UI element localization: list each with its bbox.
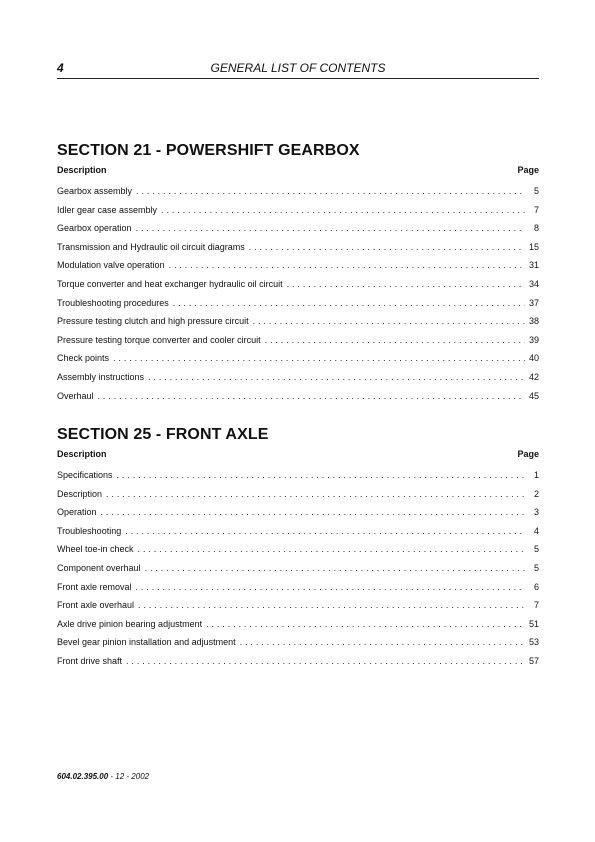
dot-leader [125, 525, 525, 537]
toc-entry-label: Troubleshooting procedures [57, 297, 169, 308]
dot-leader [136, 185, 525, 197]
toc-entry-label: Modulation valve operation [57, 260, 165, 271]
toc-entry-page: 38 [528, 316, 539, 327]
toc-entry-page: 31 [528, 260, 539, 271]
dot-leader [206, 618, 525, 630]
toc-entry[interactable] [57, 543, 539, 562]
dot-leader [173, 297, 525, 309]
toc-list [57, 185, 539, 408]
toc-entry-page: 5 [533, 186, 539, 196]
toc-entry-page: 6 [533, 581, 539, 592]
description-column-header: Description [57, 165, 107, 175]
dot-leader [138, 543, 525, 555]
toc-entry-label: Overhaul [57, 390, 94, 401]
toc-entry-page: 1 [533, 470, 539, 480]
header-title: GENERAL LIST OF CONTENTS [210, 61, 386, 75]
toc-entry[interactable] [57, 655, 539, 674]
toc-entry-label: Front drive shaft [57, 655, 123, 666]
page-column-header: Page [517, 449, 539, 459]
toc-entry-page: 5 [533, 562, 539, 573]
page-header [57, 60, 539, 79]
toc-entry[interactable] [57, 259, 539, 278]
dot-leader [98, 390, 525, 402]
toc-entry[interactable] [57, 469, 539, 488]
dot-leader [126, 655, 525, 667]
document-code: 604.02.395.00 [57, 772, 109, 781]
toc-entry[interactable] [57, 506, 539, 525]
toc-entry-label: Gearbox assembly [57, 186, 133, 196]
toc-entry-label: Transmission and Hydraulic oil circuit diagrams [57, 241, 245, 252]
toc-entry[interactable] [57, 241, 539, 260]
dot-leader [101, 506, 525, 518]
toc-entry-page: 8 [533, 223, 539, 234]
dot-leader [148, 371, 525, 383]
section-title: SECTION 25 - FRONT AXLE [57, 426, 269, 443]
toc-entry-page: 53 [528, 637, 539, 648]
toc-entry-page: 40 [528, 353, 539, 364]
dot-leader [136, 581, 525, 593]
toc-entry-page: 57 [528, 655, 539, 666]
toc-entry-label: Front axle removal [57, 581, 132, 592]
document-date: - 12 - 2002 [108, 772, 150, 781]
page-number: 4 [57, 61, 64, 75]
toc-entry-label: Description [57, 488, 103, 499]
dot-leader [136, 222, 525, 234]
toc-entry[interactable] [57, 352, 539, 371]
toc-entry-label: Component overhaul [57, 562, 141, 573]
toc-entry-label: Check points [57, 353, 110, 364]
dot-leader [169, 259, 525, 271]
toc-entry-label: Specifications [57, 470, 113, 480]
toc-entry-page: 42 [528, 371, 539, 382]
column-headers [57, 165, 539, 179]
toc-entry[interactable] [57, 618, 539, 637]
dot-leader [113, 352, 525, 364]
section-25 [57, 424, 539, 674]
page-column-header: Page [517, 165, 539, 175]
toc-entry-page: 51 [528, 618, 539, 629]
dot-leader [287, 278, 525, 290]
toc-entry-label: Pressure testing clutch and high pressure circuit [57, 316, 249, 327]
toc-entry[interactable] [57, 371, 539, 390]
toc-entry[interactable] [57, 599, 539, 618]
toc-entry[interactable] [57, 315, 539, 334]
toc-entry[interactable] [57, 488, 539, 507]
page-footer [57, 772, 149, 781]
toc-entry[interactable] [57, 390, 539, 409]
toc-entry-label: Assembly instructions [57, 371, 145, 382]
toc-entry-label: Operation [57, 507, 97, 518]
toc-entry-page: 15 [528, 241, 539, 252]
toc-entry[interactable] [57, 185, 539, 204]
toc-entry[interactable] [57, 222, 539, 241]
toc-entry-page: 2 [533, 488, 539, 499]
toc-list [57, 469, 539, 674]
toc-entry-label: Front axle overhaul [57, 600, 135, 611]
toc-entry[interactable] [57, 581, 539, 600]
toc-entry-page: 7 [533, 600, 539, 611]
dot-leader [253, 315, 525, 327]
toc-entry-page: 45 [528, 390, 539, 401]
toc-entry[interactable] [57, 204, 539, 223]
toc-entry-label: Pressure testing torque converter and cooler circuit [57, 334, 261, 345]
description-column-header: Description [57, 449, 107, 459]
toc-entry-page: 7 [533, 204, 539, 215]
toc-entry[interactable] [57, 562, 539, 581]
toc-entry-label: Troubleshooting [57, 525, 122, 536]
toc-entry[interactable] [57, 636, 539, 655]
toc-entry-page: 37 [528, 297, 539, 308]
toc-entry-label: Idler gear case assembly [57, 204, 158, 215]
dot-leader [138, 599, 525, 611]
toc-entry-label: Bevel gear pinion installation and adjustment [57, 637, 236, 648]
toc-entry[interactable] [57, 278, 539, 297]
toc-entry-page: 34 [528, 278, 539, 289]
column-headers [57, 449, 539, 463]
toc-entry-label: Torque converter and heat exchanger hydraulic oil circuit [57, 278, 283, 289]
dot-leader [240, 636, 525, 648]
dot-leader [249, 241, 525, 253]
dot-leader [106, 488, 525, 500]
section-21 [57, 140, 539, 408]
dot-leader [161, 204, 525, 216]
toc-entry[interactable] [57, 334, 539, 353]
toc-entry[interactable] [57, 525, 539, 544]
dot-leader [117, 469, 525, 481]
toc-entry-page: 39 [528, 334, 539, 345]
toc-entry-page: 4 [533, 525, 539, 536]
dot-leader [265, 334, 525, 346]
dot-leader [145, 562, 525, 574]
toc-entry-label: Gearbox operation [57, 223, 132, 234]
toc-entry-label: Axle drive pinion bearing adjustment [57, 618, 203, 629]
toc-entry-page: 5 [533, 544, 539, 555]
toc-entry[interactable] [57, 297, 539, 316]
section-title: SECTION 21 - POWERSHIFT GEARBOX [57, 142, 360, 159]
toc-entry-label: Wheel toe-in check [57, 544, 134, 555]
toc-entry-page: 3 [533, 507, 539, 518]
